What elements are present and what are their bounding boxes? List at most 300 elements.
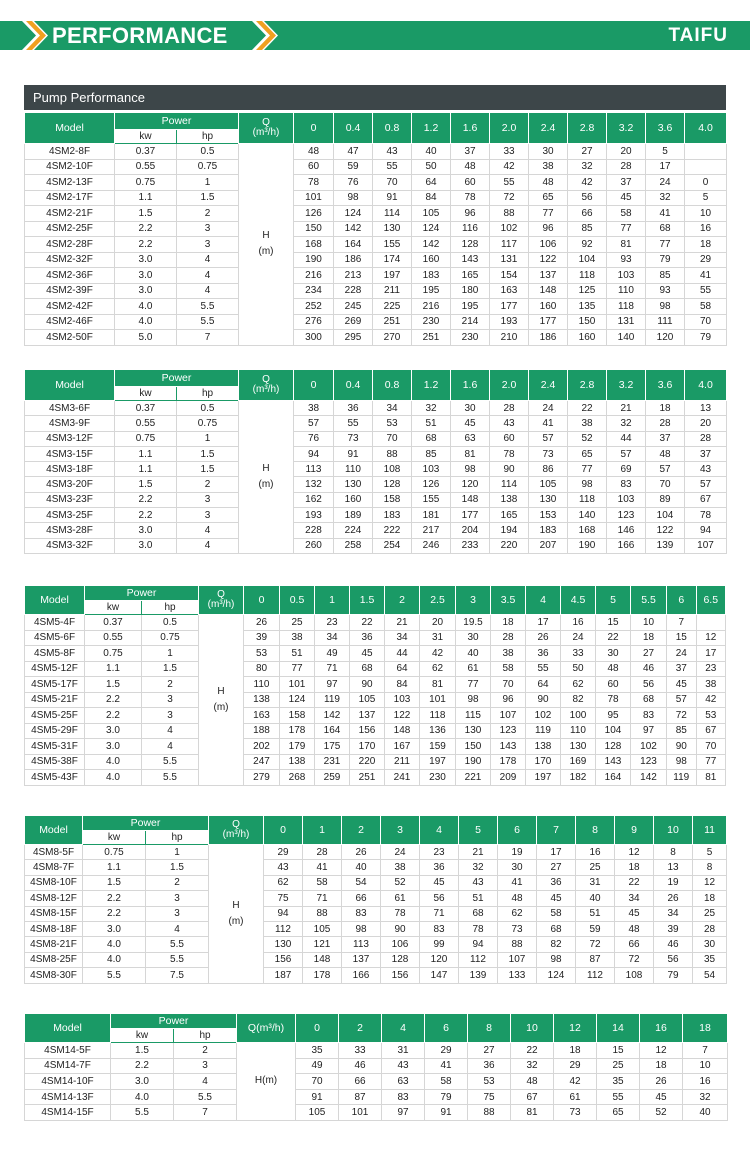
head-value-cell: 259 [315,770,350,786]
head-value-cell: 300 [294,330,334,346]
head-value-cell: 90 [350,677,385,693]
head-value-cell: 164 [334,237,373,253]
head-value-cell: 60 [294,159,334,175]
head-value-cell: 104 [646,508,685,523]
hp-cell: 3 [177,492,239,507]
head-value-cell: 186 [334,252,373,268]
head-value-cell: 99 [420,937,459,952]
hp-cell: 5.5 [146,952,209,967]
head-unit-label: (m) [213,701,229,713]
head-value-cell: 174 [373,252,412,268]
head-value-cell: 37 [607,175,646,191]
hp-cell: 0.5 [177,144,239,160]
flow-unit-label: Q(m³/h) [247,1022,285,1034]
table-row [25,1089,728,1105]
head-value-cell: 165 [451,268,490,284]
head-value-cell: 96 [529,221,568,237]
head-value-cell: 245 [334,299,373,315]
flow-value-header: 1.6 [451,370,490,401]
head-value-cell: 75 [468,1089,511,1105]
head-value-cell: 197 [420,754,456,770]
head-value-cell: 105 [412,206,451,222]
head-value-cell: 37 [451,144,490,160]
model-cell: 4SM2-50F [25,330,115,346]
head-value-cell: 51 [412,416,451,431]
table-row [25,1058,728,1074]
head-value-cell: 91 [296,1089,339,1105]
head-value-cell: 87 [339,1089,382,1105]
head-value-cell: 103 [385,692,420,708]
head-value-cell: 103 [412,462,451,477]
head-value-cell: 38 [491,646,526,662]
hp-cell: 3 [177,221,239,237]
head-value-cell: 247 [244,754,280,770]
hp-cell: 0.75 [177,416,239,431]
flow-value-header: 10 [654,816,693,845]
head-value-cell: 30 [693,937,727,952]
flow-value-header: 1.5 [350,586,385,615]
head-value-cell: 76 [334,175,373,191]
head-value-cell: 230 [451,330,490,346]
head-value-cell: 78 [596,692,631,708]
flow-value-header: 2 [385,586,420,615]
head-value-cell: 73 [498,921,537,936]
head-value-cell: 27 [568,144,607,160]
head-value-cell: 181 [412,508,451,523]
head-value-cell: 254 [373,538,412,553]
head-value-cell: 217 [412,523,451,538]
head-value-cell: 42 [490,159,529,175]
kw-cell: 0.75 [115,431,177,446]
head-value-cell: 75 [264,891,303,906]
hp-cell: 2 [177,206,239,222]
head-value-cell: 34 [654,906,693,921]
head-value-cell: 224 [334,523,373,538]
head-value-cell: 123 [631,754,667,770]
head-value-cell: 117 [490,237,529,253]
head-value-cell: 37 [646,431,685,446]
head-value-cell: 130 [529,492,568,507]
head-value-cell: 214 [451,314,490,330]
hp-header: hp [177,130,239,144]
model-cell: 4SM14-5F [25,1043,111,1059]
head-value-cell: 57 [607,446,646,461]
head-value-cell: 45 [350,646,385,662]
head-value-cell: 110 [561,723,596,739]
head-value-cell: 29 [554,1058,597,1074]
table-row [25,159,727,175]
head-value-cell: 58 [491,661,526,677]
table-row [25,921,727,936]
flow-unit-label: Q [262,117,270,128]
head-value-cell: 12 [696,630,726,646]
head-unit-label: (m) [258,478,274,490]
kw-cell: 1.1 [83,860,146,875]
head-value-cell: 211 [385,754,420,770]
head-value-cell: 114 [490,477,529,492]
head-value-cell: 221 [456,770,491,786]
head-unit-label: H [262,230,270,242]
head-value-cell: 195 [451,299,490,315]
head-value-cell: 81 [451,446,490,461]
head-value-cell: 62 [264,875,303,890]
flow-unit-header [199,586,244,615]
head-value-cell: 88 [303,906,342,921]
head-value-cell [685,144,727,160]
head-value-cell: 70 [491,677,526,693]
head-value-cell: 72 [667,708,696,724]
head-value-cell: 213 [334,268,373,284]
head-value-cell: 21 [607,401,646,416]
model-cell: 4SM8-30F [25,968,83,983]
head-value-cell: 50 [412,159,451,175]
head-value-cell: 156 [264,952,303,967]
head-value-cell: 13 [654,860,693,875]
model-cell: 4SM5-38F [25,754,85,770]
kw-cell: 2.2 [111,1058,174,1074]
head-value-cell: 36 [334,401,373,416]
head-value-cell: 228 [334,283,373,299]
power-header: Power [111,1014,237,1029]
section-title: Pump Performance [24,85,726,110]
model-cell: 4SM3-28F [25,523,115,538]
kw-cell: 2.2 [83,891,146,906]
head-value-cell: 48 [511,1074,554,1090]
flow-value-header: 3.6 [646,370,685,401]
head-value-cell: 59 [576,921,615,936]
performance-table [24,585,726,786]
model-cell: 4SM8-10F [25,875,83,890]
head-value-cell: 133 [498,968,537,983]
head-value-cell: 276 [294,314,334,330]
kw-cell: 0.75 [83,845,146,860]
model-cell: 4SM14-10F [25,1074,111,1090]
head-unit-cell [239,144,294,346]
head-value-cell: 65 [597,1105,640,1121]
head-value-cell: 68 [350,661,385,677]
head-value-cell: 41 [303,860,342,875]
kw-cell: 5.5 [111,1105,174,1121]
head-value-cell: 30 [498,860,537,875]
head-value-cell: 159 [420,739,456,755]
head-value-cell: 65 [529,190,568,206]
table-row [25,206,727,222]
flow-value-header: 1.2 [412,370,451,401]
head-value-cell: 158 [280,708,315,724]
head-value-cell: 112 [459,952,498,967]
head-value-cell: 146 [607,523,646,538]
head-value-cell: 193 [294,508,334,523]
head-value-cell: 10 [683,1058,728,1074]
head-value-cell: 32 [568,159,607,175]
head-value-cell: 48 [294,144,334,160]
head-value-cell: 101 [294,190,334,206]
head-value-cell: 98 [667,754,696,770]
model-cell: 4SM2-8F [25,144,115,160]
head-value-cell: 258 [334,538,373,553]
head-value-cell: 131 [490,252,529,268]
head-value-cell: 32 [511,1058,554,1074]
head-value-cell: 57 [646,462,685,477]
head-value-cell: 102 [631,739,667,755]
right-chevron-icon [252,21,282,50]
table-row [25,462,727,477]
kw-cell: 5.0 [115,330,177,346]
model-cell: 4SM2-13F [25,175,115,191]
head-value-cell: 70 [685,314,727,330]
head-value-cell: 79 [646,252,685,268]
head-value-cell: 154 [490,268,529,284]
head-value-cell: 150 [294,221,334,237]
head-value-cell: 15 [596,615,631,631]
head-value-cell: 78 [685,508,727,523]
performance-table [24,112,727,346]
head-value-cell: 166 [607,538,646,553]
kw-cell: 1.5 [85,677,142,693]
head-value-cell: 115 [456,708,491,724]
head-value-cell: 94 [459,937,498,952]
head-value-cell: 112 [576,968,615,983]
model-cell: 4SM3-20F [25,477,115,492]
kw-cell: 4.0 [83,937,146,952]
head-value-cell: 7 [683,1043,728,1059]
head-value-cell: 166 [342,968,381,983]
head-value-cell: 12 [615,845,654,860]
table-row [25,677,726,693]
head-value-cell: 53 [468,1074,511,1090]
head-value-cell: 48 [646,446,685,461]
head-value-cell: 61 [456,661,491,677]
head-value-cell: 209 [491,770,526,786]
head-value-cell: 122 [385,708,420,724]
hp-cell: 4 [146,921,209,936]
head-value-cell: 25 [597,1058,640,1074]
head-value-cell: 126 [412,477,451,492]
head-value-cell: 93 [646,283,685,299]
head-value-cell: 64 [526,677,561,693]
head-value-cell: 105 [296,1105,339,1121]
head-value-cell: 26 [342,845,381,860]
model-cell: 4SM3-32F [25,538,115,553]
head-value-cell: 182 [561,770,596,786]
kw-cell: 4.0 [115,314,177,330]
model-cell: 4SM5-25F [25,708,85,724]
flow-value-header: 6.5 [696,586,726,615]
hp-cell: 0.5 [177,401,239,416]
hp-cell: 5.5 [146,937,209,952]
flow-value-header: 12 [554,1014,597,1043]
head-value-cell: 163 [244,708,280,724]
head-value-cell: 158 [373,492,412,507]
hp-cell: 2 [146,875,209,890]
head-value-cell: 130 [373,221,412,237]
head-value-cell: 107 [498,952,537,967]
head-value-cell: 177 [451,508,490,523]
head-value-cell: 68 [537,921,576,936]
head-value-cell: 62 [561,677,596,693]
hp-cell: 3 [177,237,239,253]
head-value-cell: 60 [596,677,631,693]
flow-unit-header [239,370,294,401]
head-value-cell: 23 [420,845,459,860]
head-value-cell: 85 [568,221,607,237]
head-value-cell: 67 [685,492,727,507]
hp-cell: 5.5 [177,314,239,330]
head-value-cell: 0 [685,175,727,191]
model-cell: 4SM8-15F [25,906,83,921]
head-value-cell: 40 [342,860,381,875]
head-value-cell: 30 [596,646,631,662]
head-value-cell: 31 [420,630,456,646]
head-value-cell: 41 [498,875,537,890]
head-value-cell: 5 [646,144,685,160]
head-value-cell: 73 [334,431,373,446]
model-header: Model [25,1014,111,1043]
head-value-cell: 155 [373,237,412,253]
hp-cell: 1.5 [177,462,239,477]
head-value-cell: 110 [334,462,373,477]
table-row [25,968,727,983]
head-value-cell: 77 [607,221,646,237]
head-value-cell: 188 [244,723,280,739]
head-value-cell: 34 [385,630,420,646]
flow-value-header: 6 [425,1014,468,1043]
head-value-cell: 73 [529,446,568,461]
head-value-cell: 197 [373,268,412,284]
head-value-cell: 160 [334,492,373,507]
table-row [25,1105,728,1121]
head-value-cell: 70 [296,1074,339,1090]
head-value-cell: 119 [315,692,350,708]
head-value-cell: 130 [264,937,303,952]
head-value-cell: 45 [537,891,576,906]
flow-value-header: 5.5 [631,586,667,615]
kw-cell: 5.5 [83,968,146,983]
head-value-cell: 85 [646,268,685,284]
head-value-cell: 216 [294,268,334,284]
head-value-cell: 66 [615,937,654,952]
head-value-cell: 57 [529,431,568,446]
kw-cell: 4.0 [85,754,142,770]
head-unit-label: H [217,685,225,697]
head-value-cell: 48 [615,921,654,936]
head-value-cell: 42 [554,1074,597,1090]
head-value-cell: 94 [294,446,334,461]
head-value-cell: 45 [420,875,459,890]
model-header: Model [25,370,115,401]
flow-value-header: 0.4 [334,113,373,144]
head-value-cell: 66 [568,206,607,222]
table-row [25,446,727,461]
model-cell: 4SM3-15F [25,446,115,461]
head-unit-label: (m) [228,915,244,927]
head-value-cell: 128 [451,237,490,253]
head-value-cell: 27 [468,1043,511,1059]
flow-unit-label: Q [262,374,270,385]
model-cell: 4SM3-23F [25,492,115,507]
table-row [25,1043,728,1059]
table-row [25,190,727,206]
head-value-cell: 124 [334,206,373,222]
header-row [25,816,727,831]
hp-cell: 1.5 [146,860,209,875]
head-value-cell: 18 [554,1043,597,1059]
head-value-cell: 148 [385,723,420,739]
header-row [25,586,726,601]
head-value-cell: 51 [459,891,498,906]
head-value-cell: 101 [420,692,456,708]
head-value-cell: 143 [596,754,631,770]
flow-unit-header [209,816,264,845]
model-cell: 4SM5-21F [25,692,85,708]
hp-cell: 5.5 [177,299,239,315]
head-value-cell: 63 [451,431,490,446]
head-value-cell: 66 [342,891,381,906]
model-cell: 4SM5-6F [25,630,85,646]
head-value-cell: 81 [511,1105,554,1121]
head-value-cell: 25 [693,906,727,921]
head-value-cell: 71 [315,661,350,677]
head-value-cell: 186 [529,330,568,346]
hp-cell: 0.5 [142,615,199,631]
head-value-cell: 228 [294,523,334,538]
head-value-cell: 19 [654,875,693,890]
head-value-cell: 189 [334,508,373,523]
head-value-cell: 70 [373,431,412,446]
head-value-cell: 96 [451,206,490,222]
head-value-cell: 88 [373,446,412,461]
head-value-cell: 62 [420,661,456,677]
flow-value-header: 18 [683,1014,728,1043]
table-row [25,477,727,492]
head-value-cell: 167 [385,739,420,755]
model-cell: 4SM8-5F [25,845,83,860]
head-value-cell: 183 [373,508,412,523]
flow-value-header: 0 [264,816,303,845]
kw-cell: 1.5 [115,477,177,492]
hp-cell: 4 [177,252,239,268]
model-cell: 4SM5-17F [25,677,85,693]
head-unit-cell [199,615,244,786]
head-value-cell: 20 [420,615,456,631]
head-value-cell: 67 [696,723,726,739]
head-value-cell: 38 [294,401,334,416]
head-value-cell: 48 [451,159,490,175]
head-value-cell: 123 [607,508,646,523]
model-header: Model [25,113,115,144]
head-value-cell: 41 [425,1058,468,1074]
kw-header: kw [111,1029,174,1043]
kw-cell: 1.5 [111,1043,174,1059]
hp-cell: 4 [177,268,239,284]
hp-cell: 7.5 [146,968,209,983]
head-value-cell [685,159,727,175]
kw-cell: 0.55 [115,416,177,431]
flow-value-header: 4 [382,1014,425,1043]
head-value-cell: 81 [696,770,726,786]
head-value-cell: 32 [646,190,685,206]
head-value-cell: 168 [568,523,607,538]
flow-value-header: 6 [498,816,537,845]
head-value-cell: 105 [350,692,385,708]
head-value-cell: 130 [334,477,373,492]
model-cell: 4SM8-25F [25,952,83,967]
head-value-cell: 83 [342,906,381,921]
head-value-cell: 53 [696,708,726,724]
head-value-cell: 23 [315,615,350,631]
head-value-cell: 18 [631,630,667,646]
head-value-cell: 106 [381,937,420,952]
